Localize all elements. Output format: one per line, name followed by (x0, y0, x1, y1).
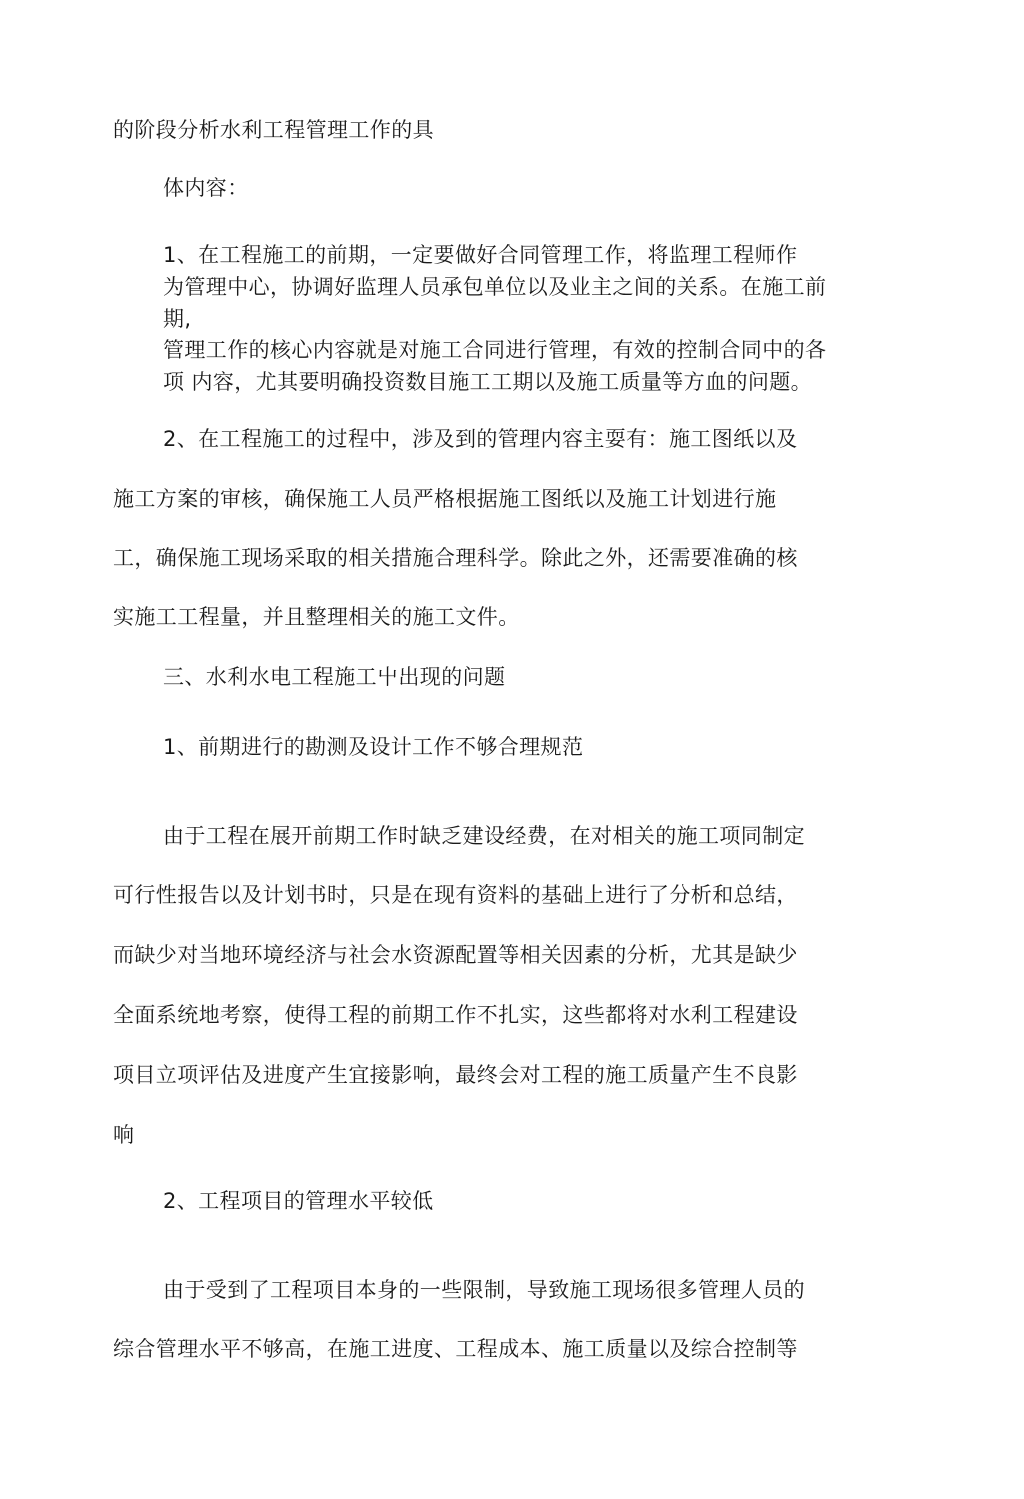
text-line: 项 内容，尤其要明确投资数目施工工期以及施工质量等方血的问题。 (163, 370, 813, 394)
text-line: 体内容： (163, 176, 249, 200)
text-line: 工，确保施工现场采取的相关措施合理科学。除此之外，还需要准确的核 (113, 546, 798, 570)
text-line: 由于受到了工程项目本身的一些限制，导致施工现场很多管理人员的 (163, 1278, 805, 1302)
text-line: 全面系统地考察，使得工程的前期工作不扎实，这些都将对水利工程建设 (113, 1003, 798, 1027)
text-line: 而缺少对当地环境经济与社会水资源配置等相关因素的分析，尤其是缺少 (113, 943, 798, 967)
subsection-heading: 1、前期进行的勘测及设计工作不够合理规范 (163, 735, 584, 759)
text-line: 响 (113, 1123, 135, 1147)
text-line: 实施工工程量，并且整理相关的施工文件。 (113, 605, 520, 629)
subsection-heading: 2、工程项目的管理水平较低 (163, 1189, 434, 1213)
text-line: 综合管理水平不够高，在施工进度、工程成本、施工质量以及综合控制等 (113, 1337, 798, 1361)
text-line: 可行性报告以及计划书时，只是在现有资料的基础上进行了分析和总结， (113, 883, 798, 907)
text-line: 施工方案的审核，确保施工人员严格根据施工图纸以及施工计划进行施 (113, 487, 777, 511)
text-line: 1、在工程施工的前期，一定要做好合同管理工作，将监理工程师作 (163, 243, 798, 267)
section-heading: 三、水利水电工程施工屮出现的问题 (163, 665, 506, 689)
text-line: 为管理中心，协调好监理人员承包单位以及业主之间的关系。在施工前 (163, 275, 827, 299)
text-line: 的阶段分析水利工程管理工作的具 (113, 118, 434, 142)
text-line: 由于工程在展开前期工作时缺乏建设经费，在对相关的施工项同制定 (163, 824, 805, 848)
text-line: 管理工作的核心内容就是对施工合同进行管理，有效的控制合同中的各 (163, 338, 827, 362)
text-line: 2、在工程施工的过程中，涉及到的管理内容主耍有：施工图纸以及 (163, 427, 798, 451)
text-line: 项目立项评估及进度产生宜接影响，最终会对工程的施工质量产生不良影 (113, 1063, 798, 1087)
text-line: 期, (163, 307, 192, 331)
